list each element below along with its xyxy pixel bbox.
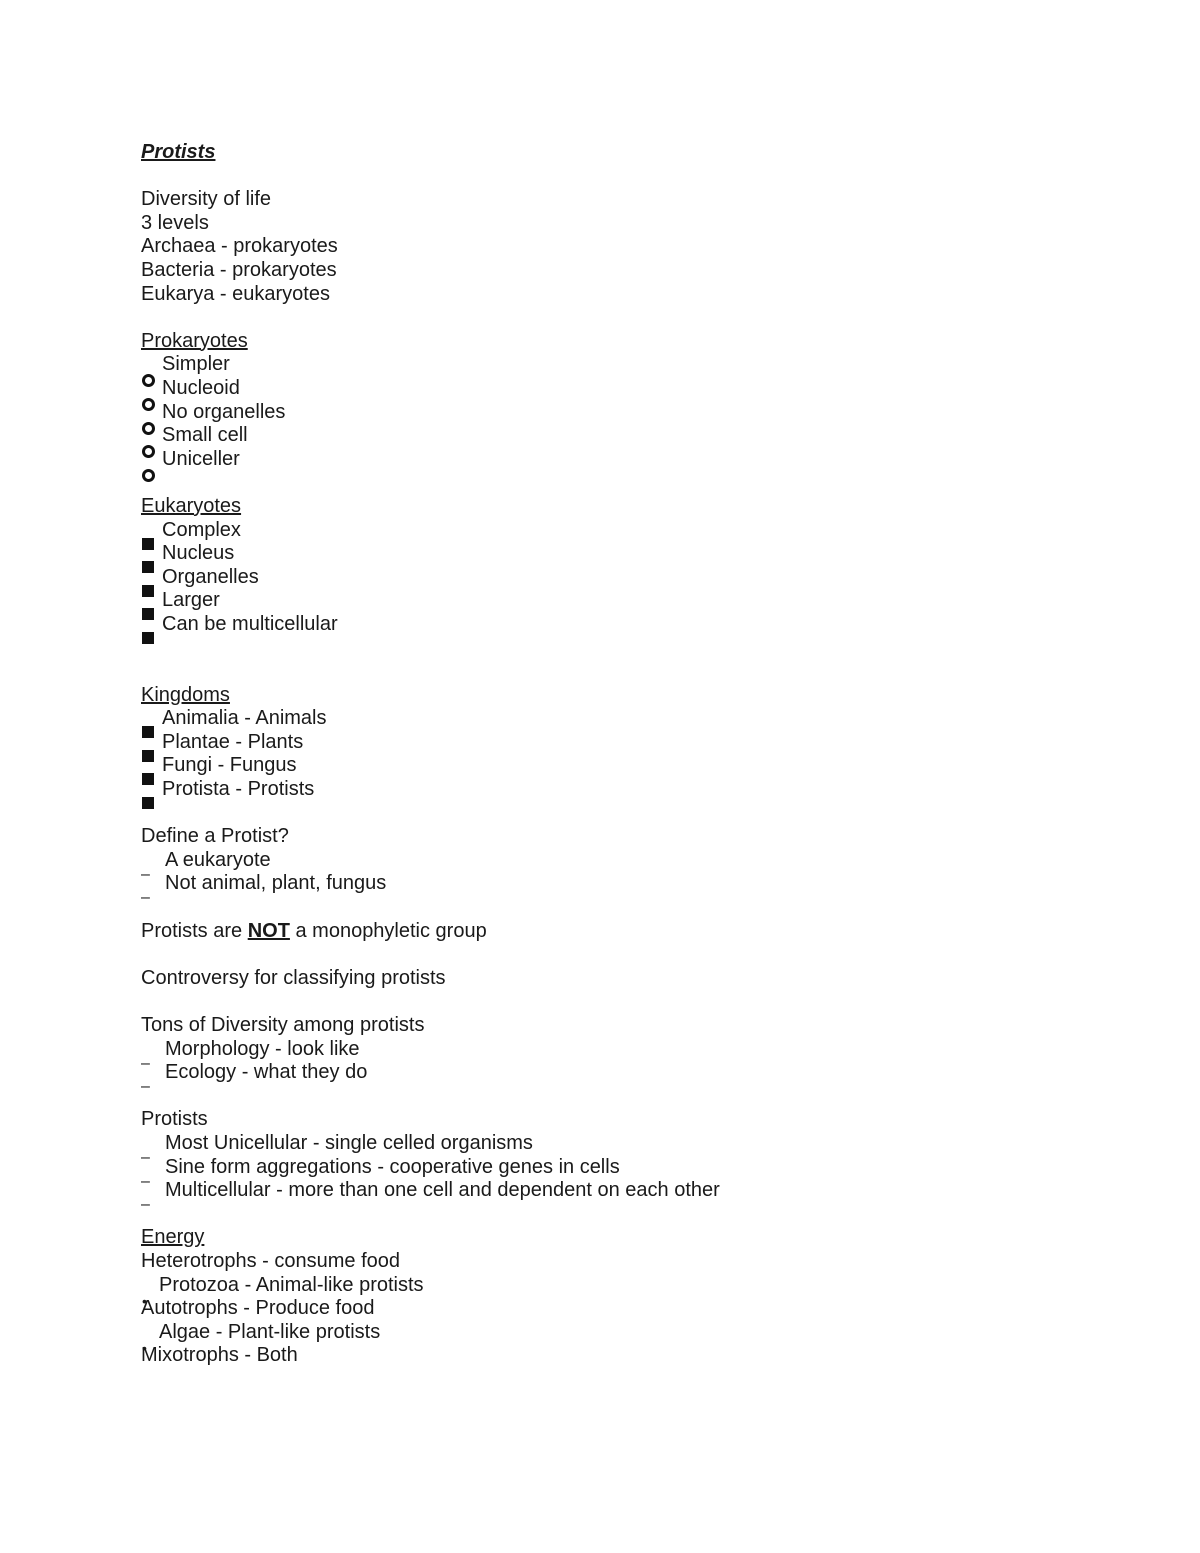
define-section [141,825,1041,896]
list-item: Small cell [162,424,248,447]
kingdoms-section [141,684,1041,802]
list-item: Protozoa - Animal-like protists [159,1273,424,1296]
intro-section [141,188,1041,306]
mixotrophs-line: Mixotrophs - Both [141,1344,298,1367]
list-item: Fungi - Fungus [162,754,297,777]
protists-heading: Protists [141,1108,208,1131]
list-item: Sine form aggregations - cooperative genes in cells [165,1155,620,1178]
list-item: Nucleoid [162,376,240,399]
kingdoms-heading: Kingdoms [141,683,230,706]
intro-line: 3 levels [141,211,209,234]
list-item: Ecology - what they do [165,1061,368,1084]
list-item: Not animal, plant, fungus [165,872,387,895]
list-item: Multicellular - more than one cell and dependent on each other [165,1179,720,1202]
diversity-heading: Tons of Diversity among protists [141,1013,425,1036]
list-item: No organelles [162,400,286,423]
intro-line: Diversity of life [141,188,272,211]
list-item: Organelles [162,565,259,588]
list-item: Uniceller [162,447,240,470]
prokaryotes-heading: Prokaryotes [141,329,248,352]
intro-line: Eukarya - eukaryotes [141,282,330,305]
prokaryotes-section [141,330,1041,472]
list-item: Animalia - Animals [162,707,327,730]
monophyletic-statement: Protists are NOT a monophyletic group [141,919,487,942]
list-item: Protista - Protists [162,778,315,801]
list-item: Algae - Plant-like protists [159,1320,381,1343]
list-item: A eukaryote [165,848,271,871]
document-page [141,141,1041,1368]
controversy-statement: Controversy for classifying protists [141,966,446,989]
eukaryotes-section [141,495,1041,637]
intro-line: Bacteria - prokaryotes [141,258,337,281]
energy-section [141,1226,1041,1368]
intro-line: Archaea - prokaryotes [141,235,338,258]
diversity-section [141,1014,1041,1085]
protists-section [141,1108,1041,1202]
list-item: Most Unicellular - single celled organisms [165,1131,533,1154]
list-item: Complex [162,518,241,541]
not-emphasis: NOT [247,919,290,942]
energy-heading: Energy [141,1226,205,1249]
list-item: Larger [162,589,220,612]
list-item: Morphology - look like [165,1037,360,1060]
heterotrophs-line: Heterotrophs - consume food [141,1249,401,1272]
define-question: Define a Protist? [141,825,289,848]
list-item: Nucleus [162,542,235,565]
eukaryotes-heading: Eukaryotes [141,494,242,517]
list-item: Plantae - Plants [162,730,304,753]
list-item: Simpler [162,353,230,376]
list-item: Can be multicellular [162,612,338,635]
autotrophs-line: Autotrophs - Produce food [141,1297,375,1320]
document-title: Protists [141,141,216,163]
